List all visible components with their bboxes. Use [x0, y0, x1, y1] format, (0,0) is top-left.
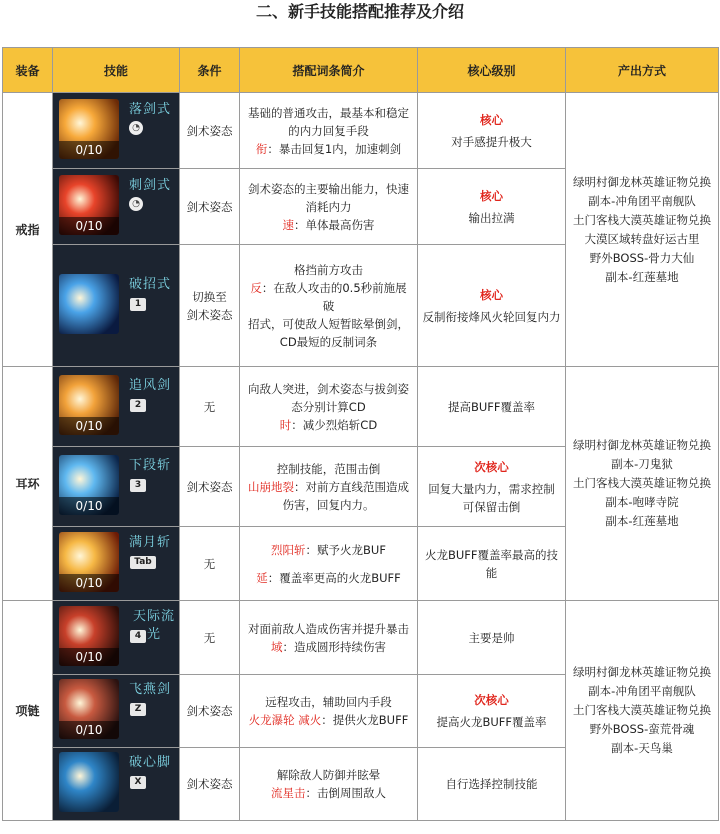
table-row	[3, 93, 719, 169]
skill-name: 追风剑	[129, 377, 172, 393]
core-cell	[418, 447, 566, 527]
desc-tag-line	[246, 784, 411, 802]
skill-cell[interactable]	[53, 675, 180, 748]
desc-tag-line	[246, 541, 411, 559]
desc-tag-text: ：在敌人攻击的0.5秒前施展破	[261, 280, 407, 313]
desc-cell	[240, 748, 418, 821]
core-note: 反制衔接烽风火轮回复内力	[422, 309, 561, 324]
desc-line: 格挡前方攻击	[294, 262, 363, 277]
core-note: 输出拉满	[468, 210, 515, 225]
production-line: 绿明村御龙林英雄证物兑换	[573, 665, 711, 679]
page-title: 二、新手技能搭配推荐及介绍	[255, 2, 464, 21]
production-line: 绿明村御龙林英雄证物兑换	[573, 438, 711, 452]
skill-card[interactable]	[53, 528, 179, 600]
skill-level: 0/10	[59, 648, 119, 666]
desc-tag-text: ：赋予火龙BUF	[305, 542, 386, 557]
core-note: 提高火龙BUFF覆盖率	[436, 715, 547, 729]
production-line: 土门客栈大漠英雄证物兑换	[573, 476, 711, 490]
skill-name: 破心脚	[129, 755, 172, 770]
desc-tag: 时	[279, 417, 292, 432]
desc-line: 剑术姿态的主要输出能力，快速	[248, 181, 409, 196]
skill-level: 0/10	[59, 141, 119, 159]
equip-cell: 耳环	[3, 367, 53, 601]
desc-cell	[240, 245, 418, 367]
cooldown-icon: ◔	[129, 197, 143, 211]
skill-name: 刺剑式	[129, 177, 172, 193]
desc-tag: 火龙瀑轮 减火	[248, 713, 322, 727]
core-cell	[418, 527, 566, 601]
desc-tag-text: ：覆盖率更高的火龙BUFF	[267, 570, 401, 585]
hotkey-badge: Tab	[130, 556, 156, 569]
production-line: 绿明村御龙林英雄证物兑换	[573, 174, 711, 189]
desc-tag: 衔	[255, 141, 268, 156]
skill-icon	[59, 274, 119, 334]
condition-cell: 剑术姿态	[180, 748, 240, 821]
desc-line: 基础的普通攻击，最基本和稳定	[248, 105, 409, 120]
skill-cell[interactable]	[53, 447, 180, 527]
skill-icon	[59, 752, 119, 812]
desc-line: 的内力回复手段	[288, 123, 369, 138]
skill-card[interactable]	[53, 748, 179, 820]
skill-card[interactable]	[53, 602, 179, 674]
skill-card[interactable]	[53, 95, 179, 167]
equip-cell: 戒指	[3, 93, 53, 367]
skill-icon	[59, 532, 119, 592]
skill-cell[interactable]	[53, 169, 180, 245]
skill-level: 0/10	[59, 497, 119, 515]
desc-cell	[240, 675, 418, 748]
production-line: 副本-天鸟巢	[611, 741, 673, 755]
condition-line: 切换至	[192, 289, 227, 304]
skill-cell[interactable]	[53, 93, 180, 169]
production-line: 副本-咆哮寺院	[605, 495, 679, 509]
desc-tag-line	[246, 569, 411, 587]
desc-tag-text: ：击倒周围敌人	[305, 786, 386, 800]
skill-cell[interactable]	[53, 527, 180, 601]
production-line: 副本-红莲墓地	[605, 269, 679, 284]
skill-card[interactable]	[53, 171, 179, 243]
skill-icon	[59, 175, 119, 235]
desc-tag-line	[246, 478, 411, 496]
production-line: 土门客栈大漠英雄证物兑换	[573, 703, 711, 717]
core-cell	[418, 93, 566, 169]
skill-name: 下段斩	[129, 457, 172, 473]
skill-icon	[59, 606, 119, 666]
header-row	[3, 48, 719, 93]
desc-tag: 山崩地裂	[248, 479, 294, 494]
desc-tag-line	[246, 216, 411, 234]
desc-cell	[240, 601, 418, 675]
skill-level: 0/10	[59, 574, 119, 592]
core-cell	[418, 748, 566, 821]
condition-cell: 无	[180, 601, 240, 675]
core-level: 次核心	[474, 693, 509, 707]
skill-card[interactable]	[53, 675, 179, 747]
hotkey-badge: Z	[130, 703, 146, 716]
desc-cell	[240, 93, 418, 169]
production-line: 副本-冲角团平南舰队	[588, 684, 696, 698]
skill-cell[interactable]	[53, 601, 180, 675]
desc-tag-text: ：单体最高伤害	[294, 217, 375, 232]
core-cell	[418, 367, 566, 447]
spacer	[246, 559, 411, 569]
core-cell	[418, 675, 566, 748]
skill-icon	[59, 375, 119, 435]
skill-name: 落剑式	[129, 101, 172, 117]
core-note: 火龙BUFF覆盖率最高的技	[424, 547, 559, 562]
desc-line: 对面前敌人造成伤害并提升暴击	[248, 621, 409, 636]
desc-tag: 速	[282, 217, 294, 232]
table-row	[3, 367, 719, 447]
condition-cell: 剑术姿态	[180, 447, 240, 527]
desc-tag-text: ：造成圆形持续伤害	[282, 639, 386, 654]
desc-cell	[240, 527, 418, 601]
skill-level: 0/10	[59, 217, 119, 235]
hotkey-badge: 2	[130, 399, 146, 412]
desc-cell	[240, 367, 418, 447]
skill-level: 0/10	[59, 417, 119, 435]
skill-icon	[59, 99, 119, 159]
header-core: 核心级别	[418, 48, 566, 93]
header-condition: 条件	[180, 48, 240, 93]
desc-tag-line	[246, 140, 411, 158]
production-cell	[566, 367, 719, 601]
core-note: 对手感提升极大	[451, 134, 532, 149]
desc-tag-text: ：暴击回复1内，加速刺剑	[267, 141, 402, 156]
header-skill: 技能	[53, 48, 180, 93]
desc-cell	[240, 169, 418, 245]
cooldown-icon: ◔	[129, 121, 143, 135]
table-row	[3, 601, 719, 675]
desc-line: 控制技能，范围击倒	[276, 461, 381, 476]
skill-card[interactable]	[53, 270, 179, 342]
core-cell	[418, 245, 566, 367]
core-level: 核心	[480, 188, 503, 203]
desc-tag: 流星击	[271, 786, 306, 800]
skill-card[interactable]	[53, 371, 179, 443]
skill-table	[2, 47, 719, 821]
core-level: 核心	[480, 287, 503, 302]
core-note: 主要是帅	[468, 630, 515, 645]
desc-line: 招式，可使敌人短暂眩晕倒剑，	[248, 316, 409, 331]
hotkey-badge: X	[130, 776, 146, 789]
production-cell	[566, 601, 719, 821]
desc-tag-text: ：减少烈焰斩CD	[291, 417, 378, 432]
desc-line: 远程攻击，辅助回内手段	[265, 695, 392, 709]
desc-line: 向敌人突进，剑术姿态与拔剑姿	[248, 381, 409, 396]
desc-tag-text: ：提供火龙BUFF	[321, 713, 409, 727]
skill-icon	[59, 679, 119, 739]
core-level: 核心	[480, 112, 503, 127]
desc-tag-line	[246, 416, 411, 434]
desc-tag: 域	[271, 639, 283, 654]
desc-line: 态分别计算CD	[291, 399, 366, 414]
desc-cell	[240, 447, 418, 527]
production-line: 副本-冲角团平南舰队	[588, 193, 696, 208]
production-line: 大漠区域转盘好运古里	[584, 231, 700, 246]
skill-name: 破招式	[129, 276, 172, 292]
skill-cell[interactable]	[53, 245, 180, 367]
hotkey-badge: 4	[130, 630, 146, 643]
desc-tag-text: ：对前方直线范围造成	[294, 479, 409, 494]
core-cell	[418, 601, 566, 675]
skill-name: 满月斩	[129, 534, 172, 550]
condition-cell: 剑术姿态	[180, 93, 240, 169]
hotkey-badge: 3	[130, 479, 146, 492]
hotkey-badge: 1	[130, 298, 146, 311]
header-production: 产出方式	[566, 48, 719, 93]
desc-tag-line	[246, 711, 411, 729]
condition-cell	[180, 245, 240, 367]
condition-cell: 剑术姿态	[180, 675, 240, 748]
production-line: 副本-红莲墓地	[605, 514, 679, 528]
condition-cell: 无	[180, 367, 240, 447]
desc-tag: 延	[256, 570, 268, 585]
desc-line: 消耗内力	[305, 199, 352, 214]
production-line: 土门客栈大漠英雄证物兑换	[573, 212, 711, 227]
skill-name: 飞燕剑	[129, 682, 172, 697]
skill-level: 0/10	[59, 721, 119, 739]
condition-cell: 剑术姿态	[180, 169, 240, 245]
core-cell	[418, 169, 566, 245]
skill-cell[interactable]	[53, 748, 180, 821]
core-note: 能	[485, 565, 498, 580]
core-note: 回复大量内力，需求控制	[428, 481, 555, 496]
skill-card[interactable]	[53, 451, 179, 523]
core-note: 可保留击倒	[462, 499, 521, 514]
production-line: 野外BOSS-蛮荒骨魂	[589, 722, 695, 736]
desc-line: 解除敌人防御并眩晕	[276, 768, 381, 782]
skill-icon	[59, 455, 119, 515]
desc-tag-line	[246, 279, 411, 315]
header-desc: 搭配词条简介	[240, 48, 418, 93]
production-line: 野外BOSS-骨力大仙	[589, 250, 695, 265]
condition-line: 剑术姿态	[186, 307, 233, 322]
header-equip: 装备	[3, 48, 53, 93]
equip-cell: 项链	[3, 601, 53, 821]
production-cell	[566, 93, 719, 367]
skill-cell[interactable]	[53, 367, 180, 447]
core-level: 次核心	[474, 459, 509, 474]
desc-tag: 反	[250, 280, 262, 295]
desc-tag-line	[246, 638, 411, 656]
condition-cell: 无	[180, 527, 240, 601]
production-line: 副本-刀鬼狱	[611, 457, 673, 471]
desc-tag: 烈阳斩	[271, 542, 306, 557]
desc-line: 伤害，回复内力。	[282, 497, 375, 512]
skill-name: 天际流光	[132, 608, 175, 642]
desc-line: CD最短的反制词条	[279, 334, 378, 349]
core-note: 自行选择控制技能	[445, 777, 538, 791]
core-note: 提高BUFF覆盖率	[447, 399, 536, 414]
